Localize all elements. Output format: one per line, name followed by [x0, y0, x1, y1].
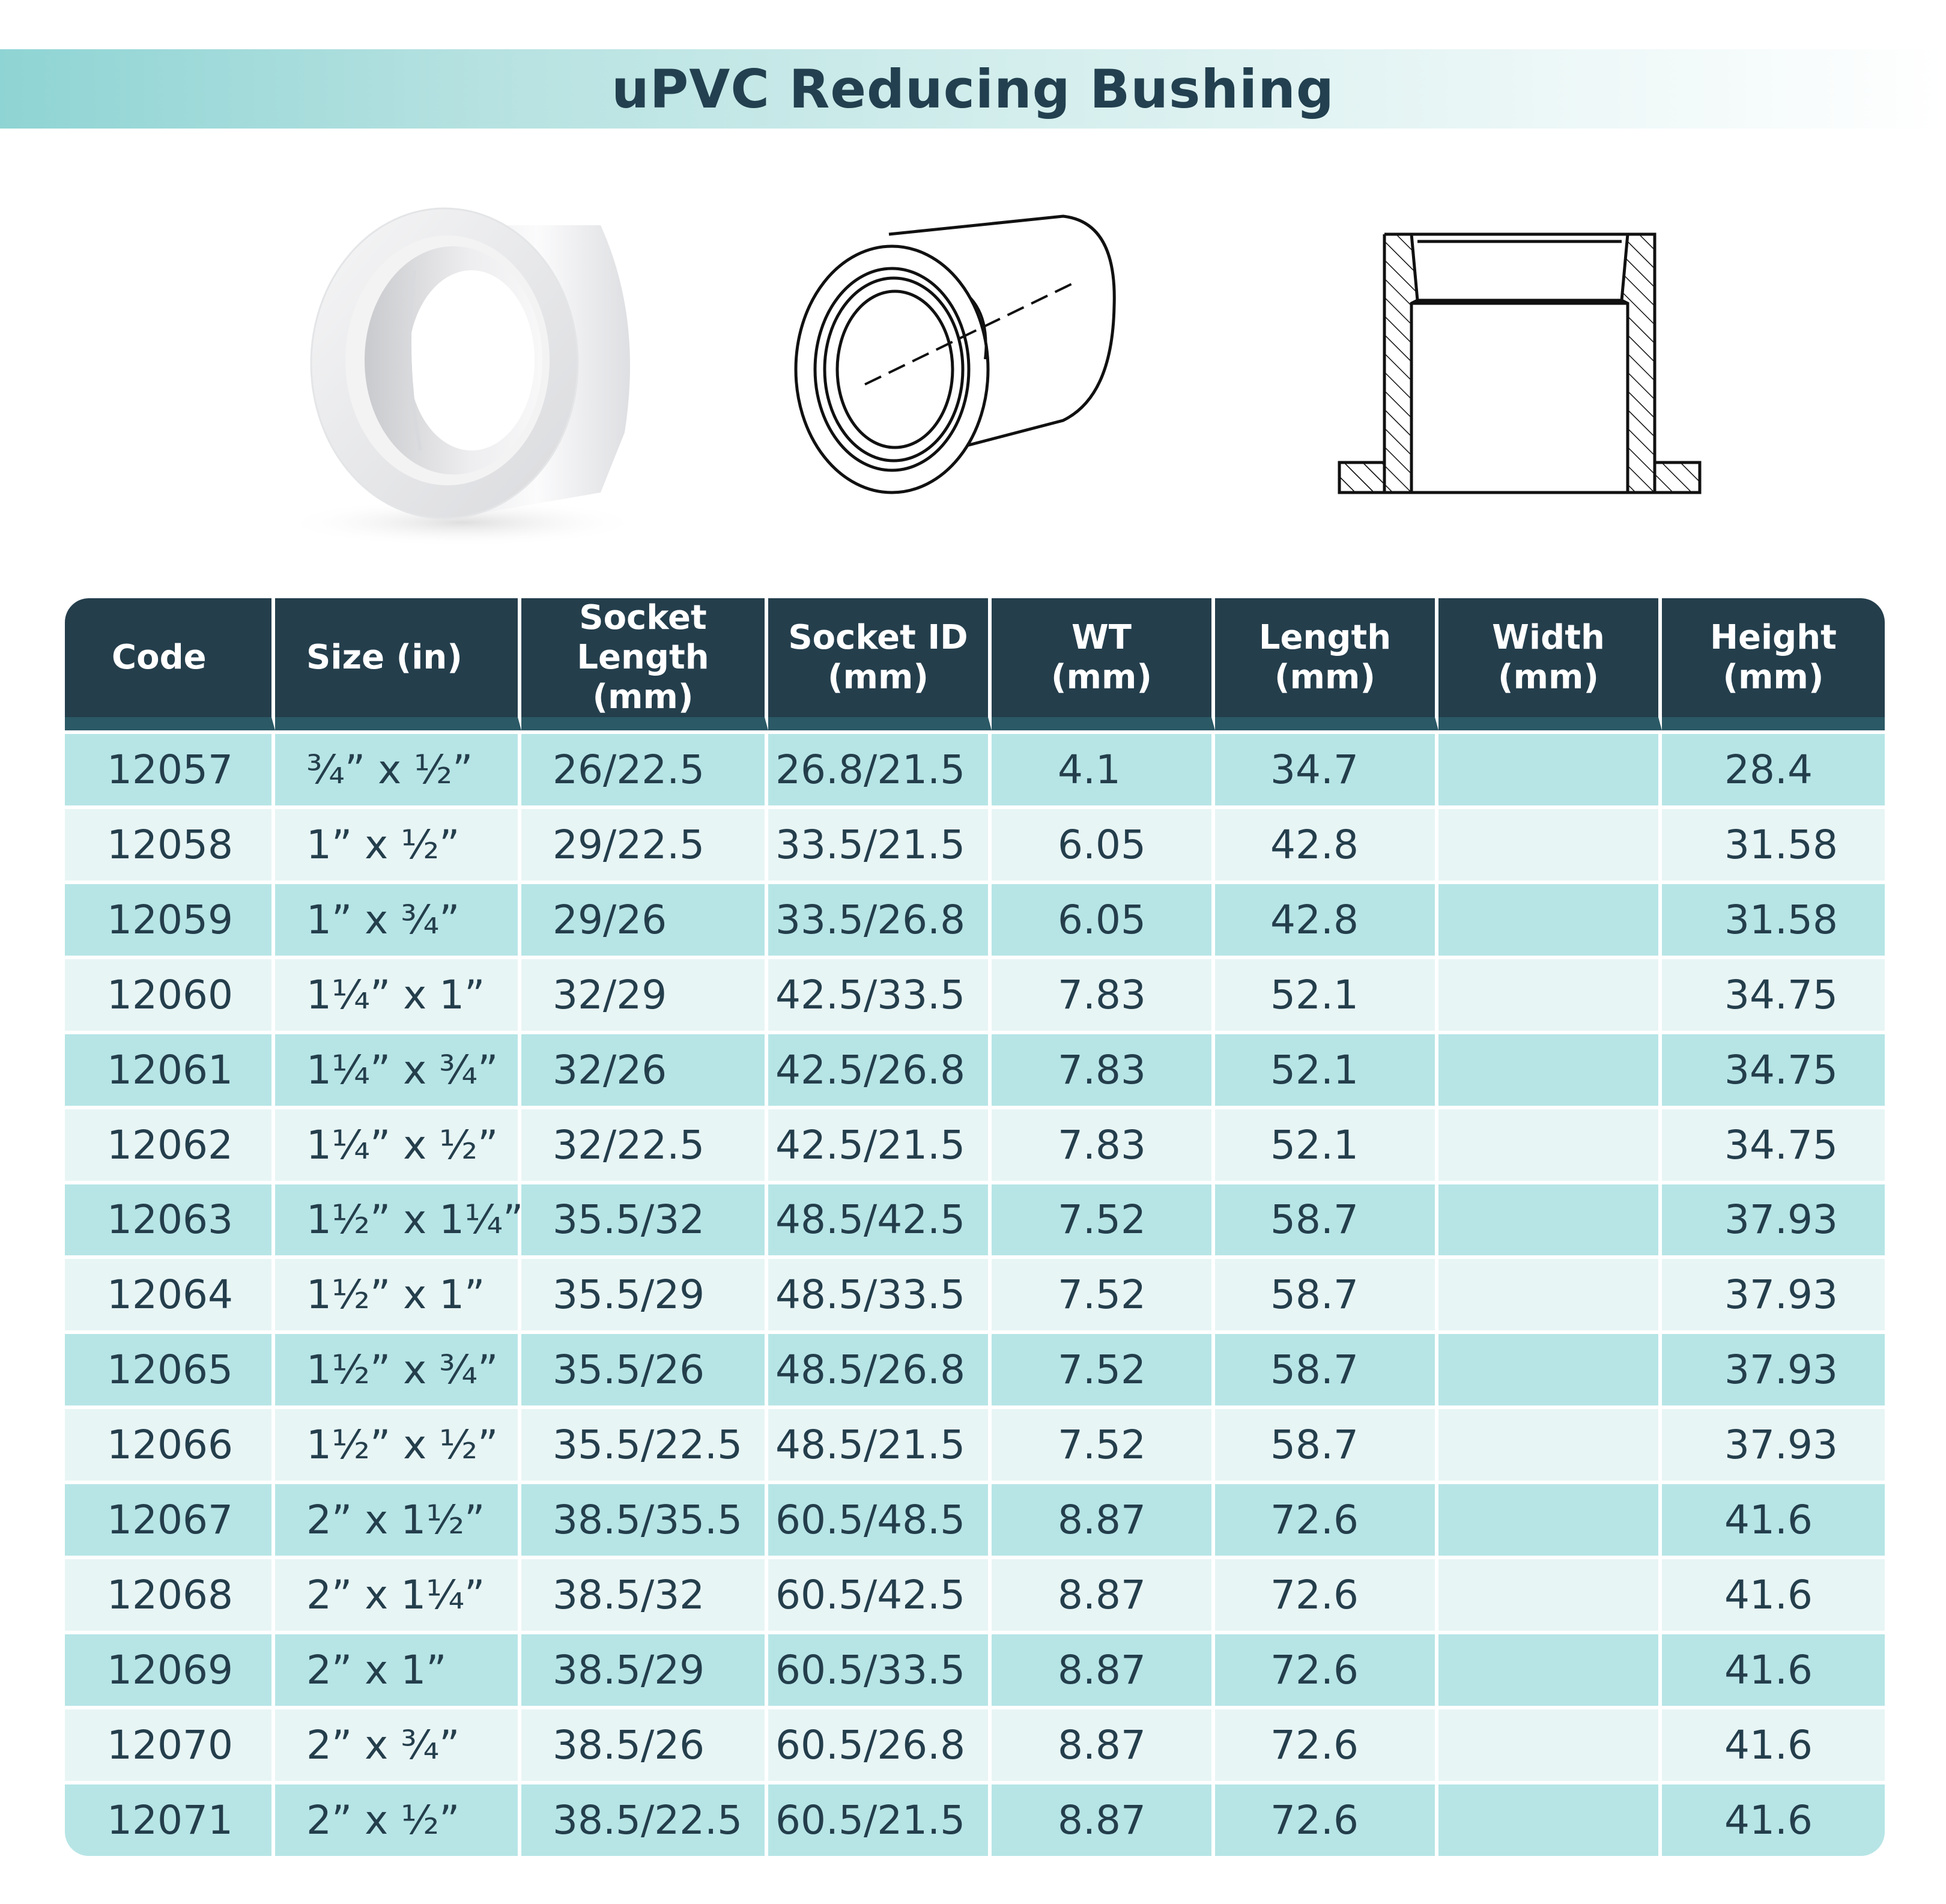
title-banner	[0, 49, 1946, 129]
cell-width	[1438, 1405, 1662, 1481]
cell-length: 72.6	[1215, 1481, 1438, 1556]
cell-height: 34.75	[1662, 1031, 1885, 1106]
header-size: Size (in)	[275, 598, 521, 730]
cell-wt: 7.83	[992, 1106, 1215, 1181]
cell-code: 12059	[65, 881, 275, 956]
cell-socket-length: 29/26	[521, 881, 768, 956]
cell-code: 12068	[65, 1556, 275, 1631]
cell-code: 12066	[65, 1405, 275, 1481]
cell-width	[1438, 1631, 1662, 1706]
cell-length: 72.6	[1215, 1706, 1438, 1781]
cell-wt: 7.83	[992, 956, 1215, 1031]
cell-socket-id: 48.5/42.5	[768, 1181, 992, 1256]
product-photo	[264, 180, 673, 553]
cell-socket-id: 60.5/42.5	[768, 1556, 992, 1631]
header-socket-length: Socket Length (mm)	[521, 598, 768, 730]
cell-size: 2” x ½”	[275, 1781, 521, 1856]
cell-length: 58.7	[1215, 1405, 1438, 1481]
cell-length: 52.1	[1215, 1106, 1438, 1181]
cell-code: 12070	[65, 1706, 275, 1781]
table-row	[65, 1405, 1885, 1481]
cell-width	[1438, 956, 1662, 1031]
cell-size: 2” x ¾”	[275, 1706, 521, 1781]
cell-socket-length: 38.5/22.5	[521, 1781, 768, 1856]
cell-wt: 8.87	[992, 1556, 1215, 1631]
table-row	[65, 956, 1885, 1031]
table-row	[65, 881, 1885, 956]
table-row	[65, 1031, 1885, 1106]
spec-table-container	[65, 598, 1885, 1856]
cell-socket-id: 60.5/48.5	[768, 1481, 992, 1556]
cell-socket-id: 48.5/21.5	[768, 1405, 992, 1481]
cell-width	[1438, 730, 1662, 805]
cell-code: 12071	[65, 1781, 275, 1856]
cell-height: 34.75	[1662, 1106, 1885, 1181]
cell-height: 37.93	[1662, 1330, 1885, 1405]
cell-socket-length: 35.5/22.5	[521, 1405, 768, 1481]
cell-height: 37.93	[1662, 1405, 1885, 1481]
cell-socket-length: 38.5/35.5	[521, 1481, 768, 1556]
cell-size: 1¼” x ½”	[275, 1106, 521, 1181]
cell-size: 1¼” x 1”	[275, 956, 521, 1031]
cell-size: 1½” x ¾”	[275, 1330, 521, 1405]
header-code: Code	[65, 598, 275, 730]
cell-wt: 6.05	[992, 805, 1215, 881]
cell-wt: 6.05	[992, 881, 1215, 956]
cell-socket-length: 32/22.5	[521, 1106, 768, 1181]
cell-height: 28.4	[1662, 730, 1885, 805]
cell-length: 72.6	[1215, 1781, 1438, 1856]
cell-length: 42.8	[1215, 805, 1438, 881]
cell-socket-length: 35.5/32	[521, 1181, 768, 1256]
table-row	[65, 730, 1885, 805]
cell-socket-length: 26/22.5	[521, 730, 768, 805]
cell-wt: 7.83	[992, 1031, 1215, 1106]
cell-socket-length: 38.5/32	[521, 1556, 768, 1631]
cell-code: 12062	[65, 1106, 275, 1181]
cell-socket-length: 35.5/26	[521, 1330, 768, 1405]
page-title: uPVC Reducing Bushing	[611, 58, 1335, 120]
cell-socket-id: 42.5/26.8	[768, 1031, 992, 1106]
cell-size: 1” x ½”	[275, 805, 521, 881]
cell-socket-id: 42.5/21.5	[768, 1106, 992, 1181]
table-row	[65, 1255, 1885, 1330]
cell-width	[1438, 1255, 1662, 1330]
cell-wt: 4.1	[992, 730, 1215, 805]
cell-code: 12063	[65, 1181, 275, 1256]
cell-width	[1438, 1781, 1662, 1856]
cell-width	[1438, 1556, 1662, 1631]
cell-size: 1½” x ½”	[275, 1405, 521, 1481]
spec-table	[65, 598, 1885, 1856]
cell-width	[1438, 1706, 1662, 1781]
cell-size: 2” x 1¼”	[275, 1556, 521, 1631]
table-row	[65, 1330, 1885, 1405]
header-height: Height (mm)	[1662, 598, 1885, 730]
cell-width	[1438, 1481, 1662, 1556]
cell-height: 41.6	[1662, 1631, 1885, 1706]
table-row	[65, 1631, 1885, 1706]
cell-socket-length: 38.5/26	[521, 1706, 768, 1781]
cell-wt: 7.52	[992, 1330, 1215, 1405]
cell-code: 12058	[65, 805, 275, 881]
cell-length: 72.6	[1215, 1556, 1438, 1631]
cell-length: 72.6	[1215, 1631, 1438, 1706]
cell-socket-length: 38.5/29	[521, 1631, 768, 1706]
table-row	[65, 1106, 1885, 1181]
cell-wt: 7.52	[992, 1181, 1215, 1256]
cell-height: 31.58	[1662, 805, 1885, 881]
cell-width	[1438, 1330, 1662, 1405]
cell-height: 37.93	[1662, 1181, 1885, 1256]
cell-size: 1½” x 1¼”	[275, 1181, 521, 1256]
cell-socket-id: 48.5/26.8	[768, 1330, 992, 1405]
cell-wt: 8.87	[992, 1631, 1215, 1706]
table-header-row	[65, 598, 1885, 730]
cell-height: 31.58	[1662, 881, 1885, 956]
table-body	[65, 730, 1885, 1856]
cell-height: 37.93	[1662, 1255, 1885, 1330]
cell-code: 12060	[65, 956, 275, 1031]
cell-wt: 7.52	[992, 1405, 1215, 1481]
cell-width	[1438, 1106, 1662, 1181]
cell-size: 2” x 1½”	[275, 1481, 521, 1556]
cell-length: 34.7	[1215, 730, 1438, 805]
cell-socket-id: 33.5/26.8	[768, 881, 992, 956]
cell-length: 58.7	[1215, 1330, 1438, 1405]
cell-wt: 8.87	[992, 1481, 1215, 1556]
cell-wt: 8.87	[992, 1781, 1215, 1856]
cell-socket-length: 35.5/29	[521, 1255, 768, 1330]
cell-code: 12061	[65, 1031, 275, 1106]
table-row	[65, 1481, 1885, 1556]
cell-length: 58.7	[1215, 1181, 1438, 1256]
cell-size: 1½” x 1”	[275, 1255, 521, 1330]
table-row	[65, 805, 1885, 881]
table-row	[65, 1781, 1885, 1856]
cell-code: 12064	[65, 1255, 275, 1330]
cell-socket-id: 42.5/33.5	[768, 956, 992, 1031]
cell-socket-id: 33.5/21.5	[768, 805, 992, 881]
isometric-drawing	[781, 198, 1141, 529]
cell-socket-id: 60.5/21.5	[768, 1781, 992, 1856]
cell-socket-id: 26.8/21.5	[768, 730, 992, 805]
cell-size: 1¼” x ¾”	[275, 1031, 521, 1106]
cell-height: 41.6	[1662, 1481, 1885, 1556]
table-row	[65, 1706, 1885, 1781]
header-length: Length (mm)	[1215, 598, 1438, 730]
header-width: Width (mm)	[1438, 598, 1662, 730]
cell-width	[1438, 1181, 1662, 1256]
cell-wt: 8.87	[992, 1706, 1215, 1781]
cell-code: 12067	[65, 1481, 275, 1556]
header-wt: WT (mm)	[992, 598, 1215, 730]
cell-size: 2” x 1”	[275, 1631, 521, 1706]
table-row	[65, 1181, 1885, 1256]
cell-socket-id: 60.5/26.8	[768, 1706, 992, 1781]
cell-height: 41.6	[1662, 1781, 1885, 1856]
cell-size: 1” x ¾”	[275, 881, 521, 956]
cell-height: 34.75	[1662, 956, 1885, 1031]
cell-socket-length: 32/29	[521, 956, 768, 1031]
cell-code: 12057	[65, 730, 275, 805]
cell-length: 42.8	[1215, 881, 1438, 956]
cell-width	[1438, 805, 1662, 881]
cell-socket-length: 29/22.5	[521, 805, 768, 881]
cell-length: 52.1	[1215, 956, 1438, 1031]
cell-socket-length: 32/26	[521, 1031, 768, 1106]
cell-width	[1438, 881, 1662, 956]
cell-wt: 7.52	[992, 1255, 1215, 1330]
cell-socket-id: 48.5/33.5	[768, 1255, 992, 1330]
cell-height: 41.6	[1662, 1706, 1885, 1781]
cell-socket-id: 60.5/33.5	[768, 1631, 992, 1706]
cell-length: 58.7	[1215, 1255, 1438, 1330]
cell-code: 12069	[65, 1631, 275, 1706]
cell-size: ¾” x ½”	[275, 730, 521, 805]
cell-width	[1438, 1031, 1662, 1106]
cross-section-drawing	[1321, 216, 1718, 535]
cell-height: 41.6	[1662, 1556, 1885, 1631]
cell-length: 52.1	[1215, 1031, 1438, 1106]
header-socket-id: Socket ID (mm)	[768, 598, 992, 730]
table-row	[65, 1556, 1885, 1631]
cell-code: 12065	[65, 1330, 275, 1405]
